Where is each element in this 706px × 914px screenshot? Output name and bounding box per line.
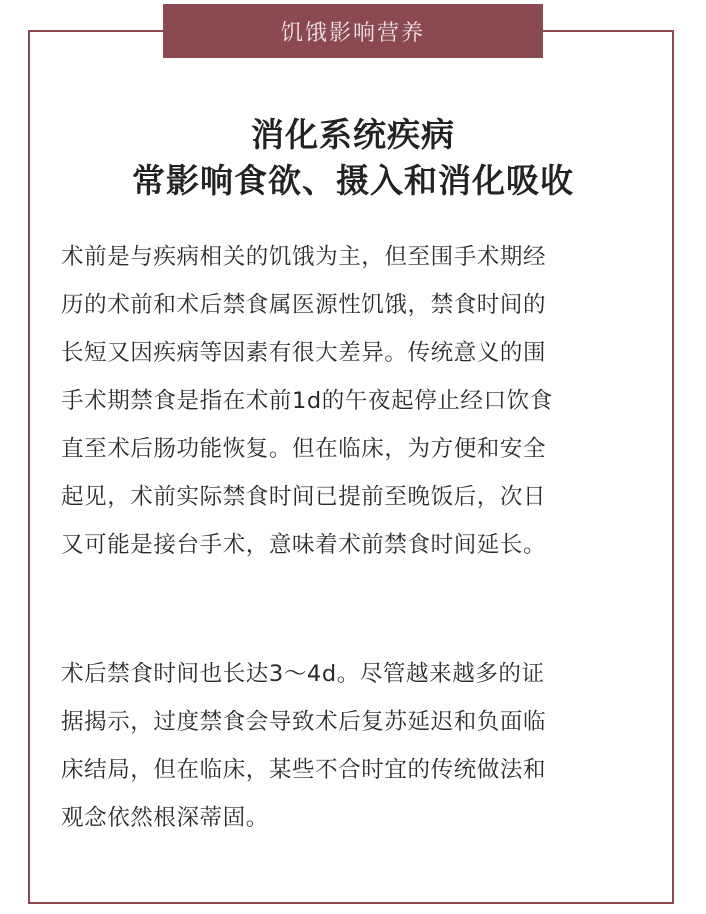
section-header-label: 饥饿影响营养 [280, 20, 425, 46]
title-line-1: 消化系统疾病 [251, 115, 455, 154]
paragraph-line: 起见，术前实际禁食时间已提前至晚饭后，次日 [61, 484, 547, 510]
paragraph-line: 长短又因疾病等因素有很大差异。传统意义的围 [61, 340, 547, 366]
title-line-2: 常影响食欲、摄入和消化吸收 [132, 161, 574, 200]
section-header-tab [163, 4, 543, 58]
paragraph-line: 直至术后肠功能恢复。但在临床，为方便和安全 [61, 436, 547, 462]
paragraph-line: 历的术前和术后禁食属医源性饥饿，禁食时间的 [61, 292, 547, 318]
paragraph-line: 观念依然根深蒂固。 [61, 805, 269, 831]
paragraph-2 [61, 650, 647, 842]
paragraph-line: 床结局，但在临床，某些不合时宜的传统做法和 [61, 757, 547, 783]
paragraph-line: 手术期禁食是指在术前1d的午夜起停止经口饮食 [61, 388, 553, 414]
paragraph-line: 据揭示，过度禁食会导致术后复苏延迟和负面临 [61, 709, 547, 735]
paragraph-1 [61, 233, 647, 569]
article-title [40, 112, 666, 204]
paragraph-line: 术前是与疾病相关的饥饿为主，但至围手术期经 [61, 244, 547, 270]
paragraph-line: 术后禁食时间也长达3～4d。尽管越来越多的证 [61, 661, 545, 687]
paragraph-line: 又可能是接台手术，意味着术前禁食时间延长。 [61, 532, 547, 558]
